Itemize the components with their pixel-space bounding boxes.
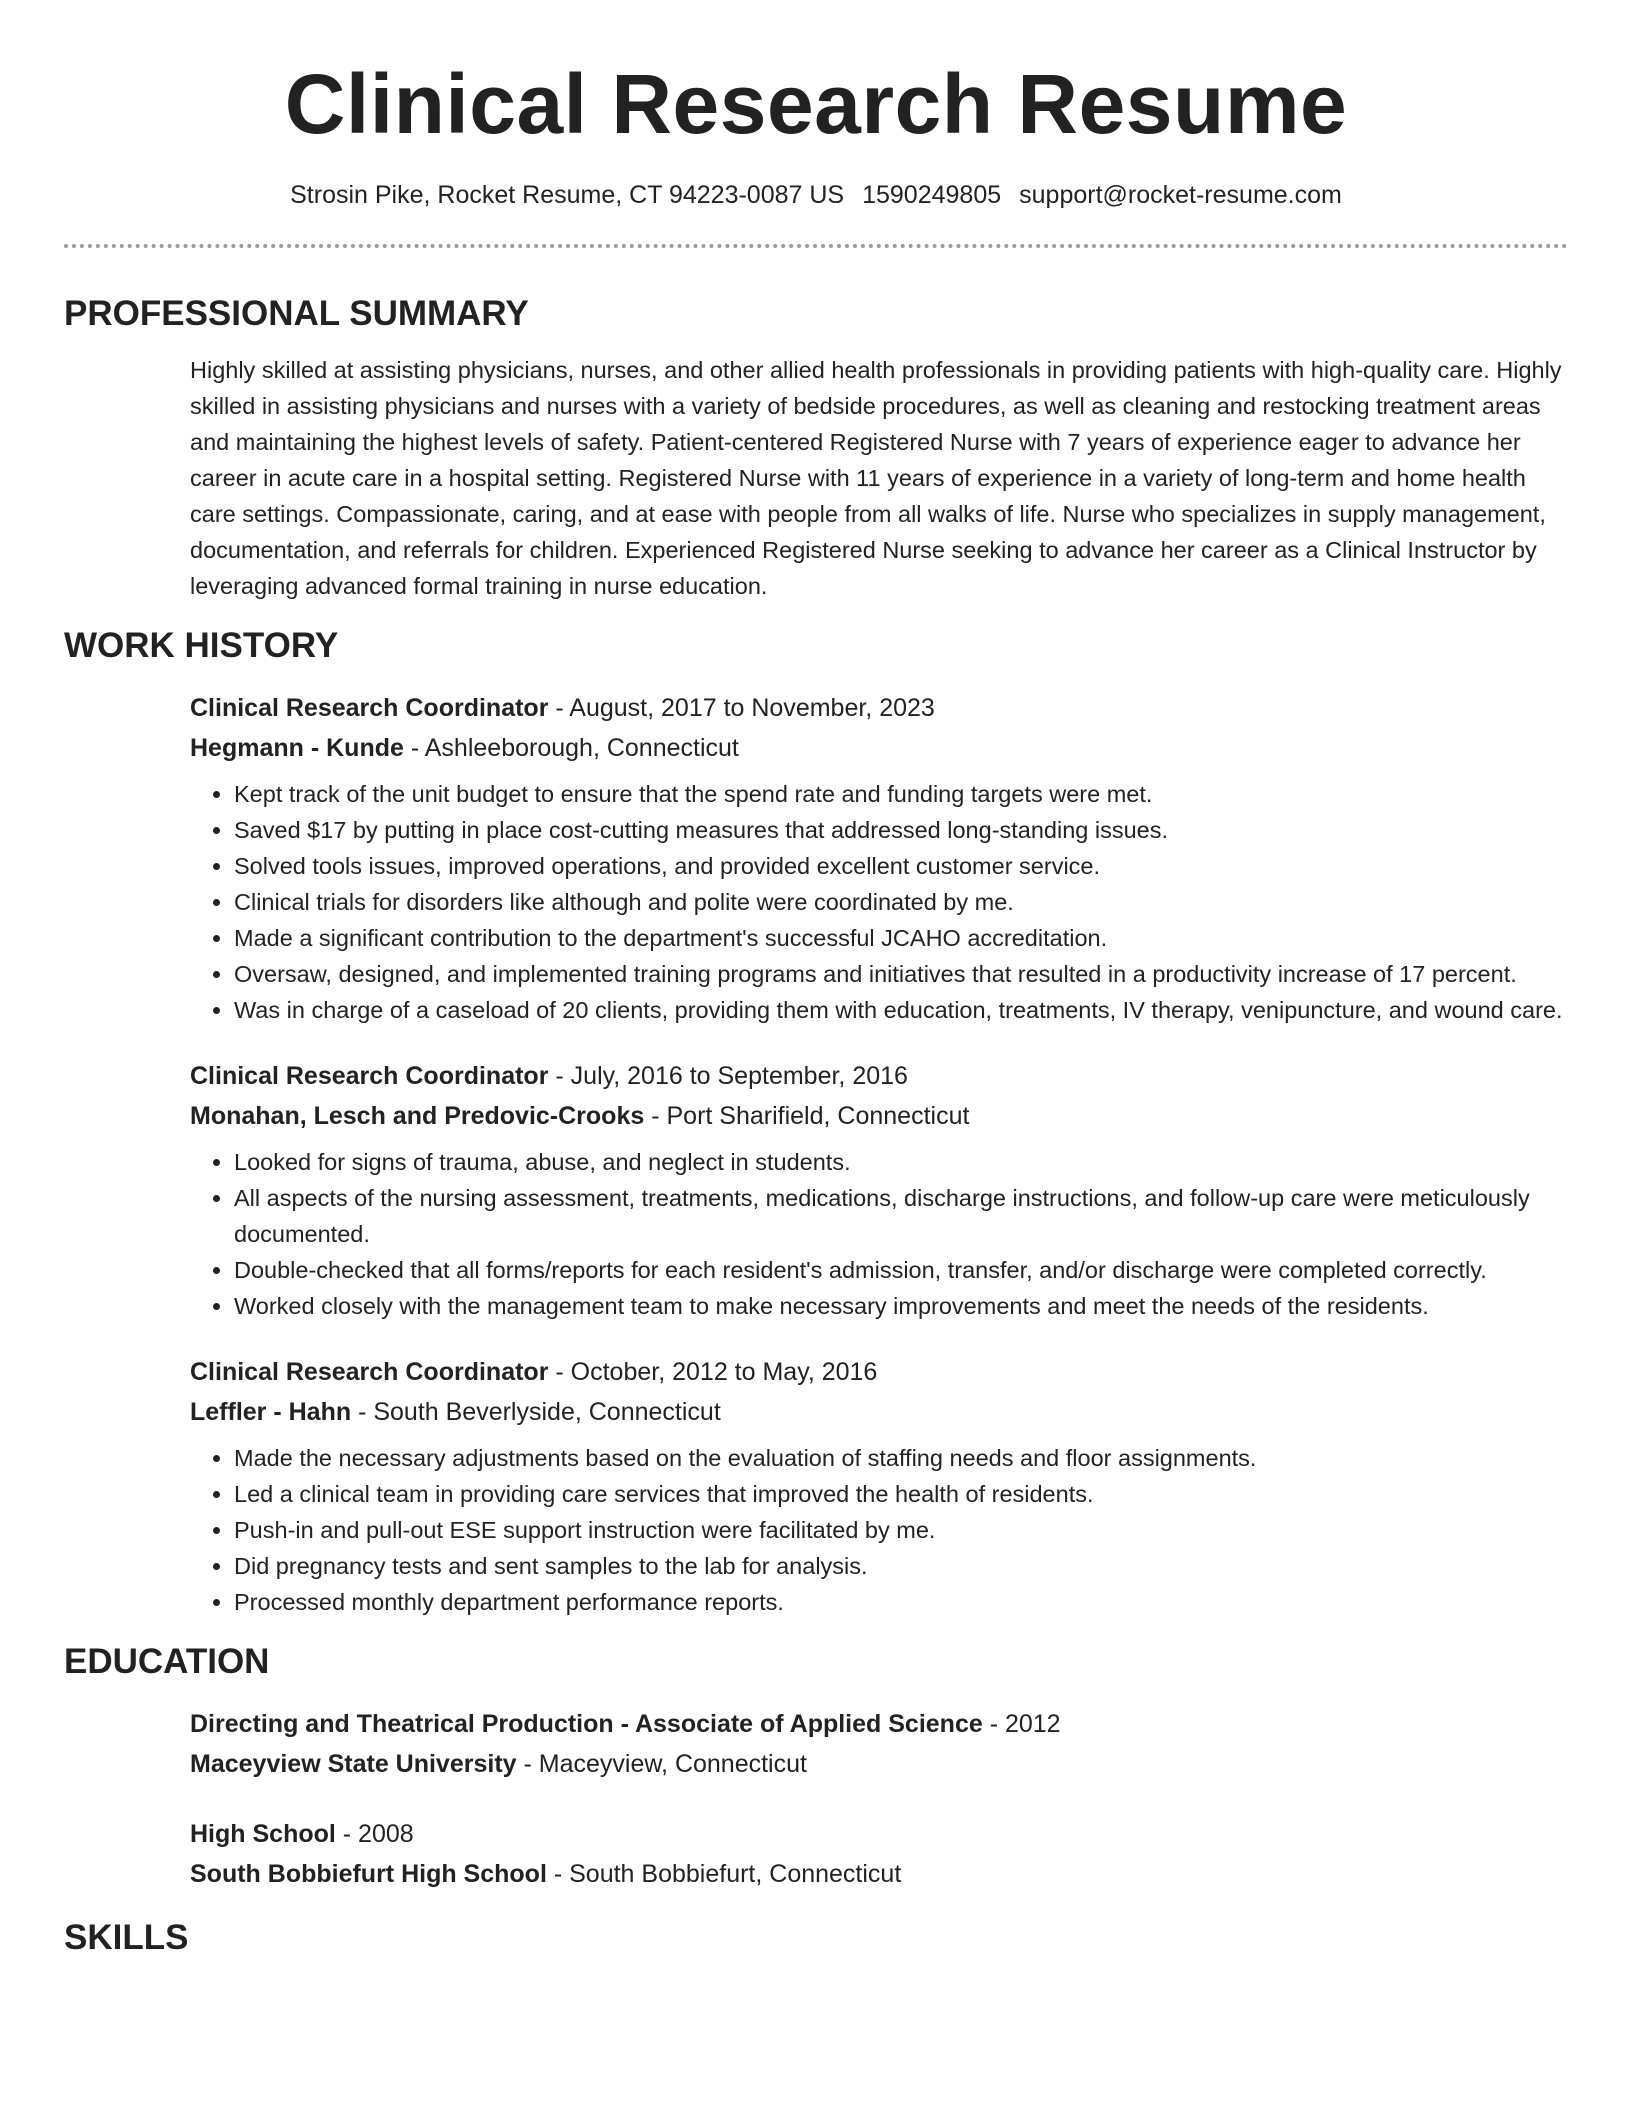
job-company-line (190, 728, 1568, 768)
summary-text: Highly skilled at assisting physicians, nurses, and other allied health professionals in providing patients with high-quality care. Highly skilled in assisting physicians and nurses with a variety of bedside procedures, as well as cleaning and restocking treatment areas and maintaining the highest levels of safety. Patient-centered Registered Nurse with 7 years of experience eager to advance her career in acute care in a hospital setting. Registered Nurse with 11 years of experience in a variety of long-term and home health care settings. Compassionate, caring, and at ease with people from all walks of life. Nurse who specializes in supply management, documentation, and referrals for children. Experienced Registered Nurse seeking to advance her career as a Clinical Instructor by leveraging advanced formal training in nurse education. (190, 357, 1562, 599)
education-school: Maceyview State University (190, 1750, 517, 1778)
job-title-line (190, 688, 1568, 728)
job-bullet: • Was in charge of a caseload of 20 clients, providing them with education, treatments, IV therapy, venipuncture, and wound care. (234, 992, 1568, 1028)
job-bullet: • Kept track of the unit budget to ensure that the spend rate and funding targets were met. (234, 776, 1568, 812)
job-title-line (190, 1352, 1568, 1392)
education-location: - Maceyview, Connecticut (523, 1750, 807, 1778)
education-degree: High School (190, 1820, 336, 1848)
summary-section (190, 352, 1568, 604)
job-bullet: • Push-in and pull-out ESE support instruction were facilitated by me. (234, 1512, 1568, 1548)
education-location: - South Bobbiefurt, Connecticut (553, 1860, 902, 1888)
contact-line (64, 178, 1568, 212)
resume-page (64, 0, 1568, 1960)
job-bullet: • Processed monthly department performance reports. (234, 1584, 1568, 1620)
skills-heading: SKILLS (64, 1918, 189, 1957)
education-school-line (190, 1744, 1568, 1784)
job-bullet: • Looked for signs of trauma, abuse, and neglect in students. (234, 1144, 1568, 1180)
job-dates: - August, 2017 to November, 2023 (555, 694, 935, 722)
education-school: South Bobbiefurt High School (190, 1860, 547, 1888)
job-company: Hegmann - Kunde (190, 734, 404, 762)
education-year: - 2008 (342, 1820, 414, 1848)
job-bullets (190, 1144, 1568, 1324)
job-bullets (190, 1440, 1568, 1620)
work-history-section (190, 688, 1568, 1620)
job-title: Clinical Research Coordinator (190, 1358, 549, 1386)
job-bullet: • Clinical trials for disorders like although and polite were coordinated by me. (234, 884, 1568, 920)
education-entry (190, 1814, 1568, 1894)
job-entry (190, 688, 1568, 1028)
education-section (190, 1704, 1568, 1894)
job-location: - South Beverlyside, Connecticut (358, 1398, 721, 1426)
job-dates: - October, 2012 to May, 2016 (555, 1358, 878, 1386)
education-degree-line (190, 1814, 1568, 1854)
education-heading: EDUCATION (64, 1642, 270, 1681)
resume-title: Clinical Research Resume (284, 57, 1348, 151)
job-location: - Ashleeborough, Connecticut (410, 734, 739, 762)
education-school-line (190, 1854, 1568, 1894)
job-title: Clinical Research Coordinator (190, 1062, 549, 1090)
education-entry (190, 1704, 1568, 1784)
education-year: - 2012 (989, 1710, 1061, 1738)
job-company: Leffler - Hahn (190, 1398, 352, 1426)
job-bullet: • Made the necessary adjustments based on the evaluation of staffing needs and floor assignments. (234, 1440, 1568, 1476)
job-bullet: • Double-checked that all forms/reports for each resident's admission, transfer, and/or discharge were completed correctly. (234, 1252, 1568, 1288)
job-bullet: • Solved tools issues, improved operations, and provided excellent customer service. (234, 848, 1568, 884)
job-company: Monahan, Lesch and Predovic-Crooks (190, 1102, 645, 1130)
job-bullet: • All aspects of the nursing assessment, treatments, medications, discharge instructions, and follow-up care were meticulously documented. (234, 1180, 1568, 1252)
contact-address: Strosin Pike, Rocket Resume, CT 94223-0087 US (290, 181, 845, 209)
job-bullet: • Made a significant contribution to the department's successful JCAHO accreditation. (234, 920, 1568, 956)
job-dates: - July, 2016 to September, 2016 (555, 1062, 908, 1090)
job-company-line (190, 1392, 1568, 1432)
education-degree: Directing and Theatrical Production - Associate of Applied Science (190, 1710, 983, 1738)
job-entry (190, 1056, 1568, 1324)
job-title-line (190, 1056, 1568, 1096)
education-degree-line (190, 1704, 1568, 1744)
job-bullet: • Worked closely with the management team to make necessary improvements and meet the needs of the residents. (234, 1288, 1568, 1324)
job-title: Clinical Research Coordinator (190, 694, 549, 722)
header-divider (64, 244, 1568, 248)
job-bullet: • Saved $17 by putting in place cost-cutting measures that addressed long-standing issues. (234, 812, 1568, 848)
job-bullet: • Oversaw, designed, and implemented training programs and initiatives that resulted in a productivity increase of 17 percent. (234, 956, 1568, 992)
job-location: - Port Sharifield, Connecticut (651, 1102, 970, 1130)
job-bullets (190, 776, 1568, 1028)
work-history-heading: WORK HISTORY (64, 626, 339, 665)
job-company-line (190, 1096, 1568, 1136)
job-bullet: • Led a clinical team in providing care services that improved the health of residents. (234, 1476, 1568, 1512)
contact-phone: 1590249805 (862, 181, 1002, 209)
contact-email: support@rocket-resume.com (1019, 181, 1342, 209)
job-bullet: • Did pregnancy tests and sent samples to the lab for analysis. (234, 1548, 1568, 1584)
job-entry (190, 1352, 1568, 1620)
summary-heading: PROFESSIONAL SUMMARY (64, 294, 529, 333)
